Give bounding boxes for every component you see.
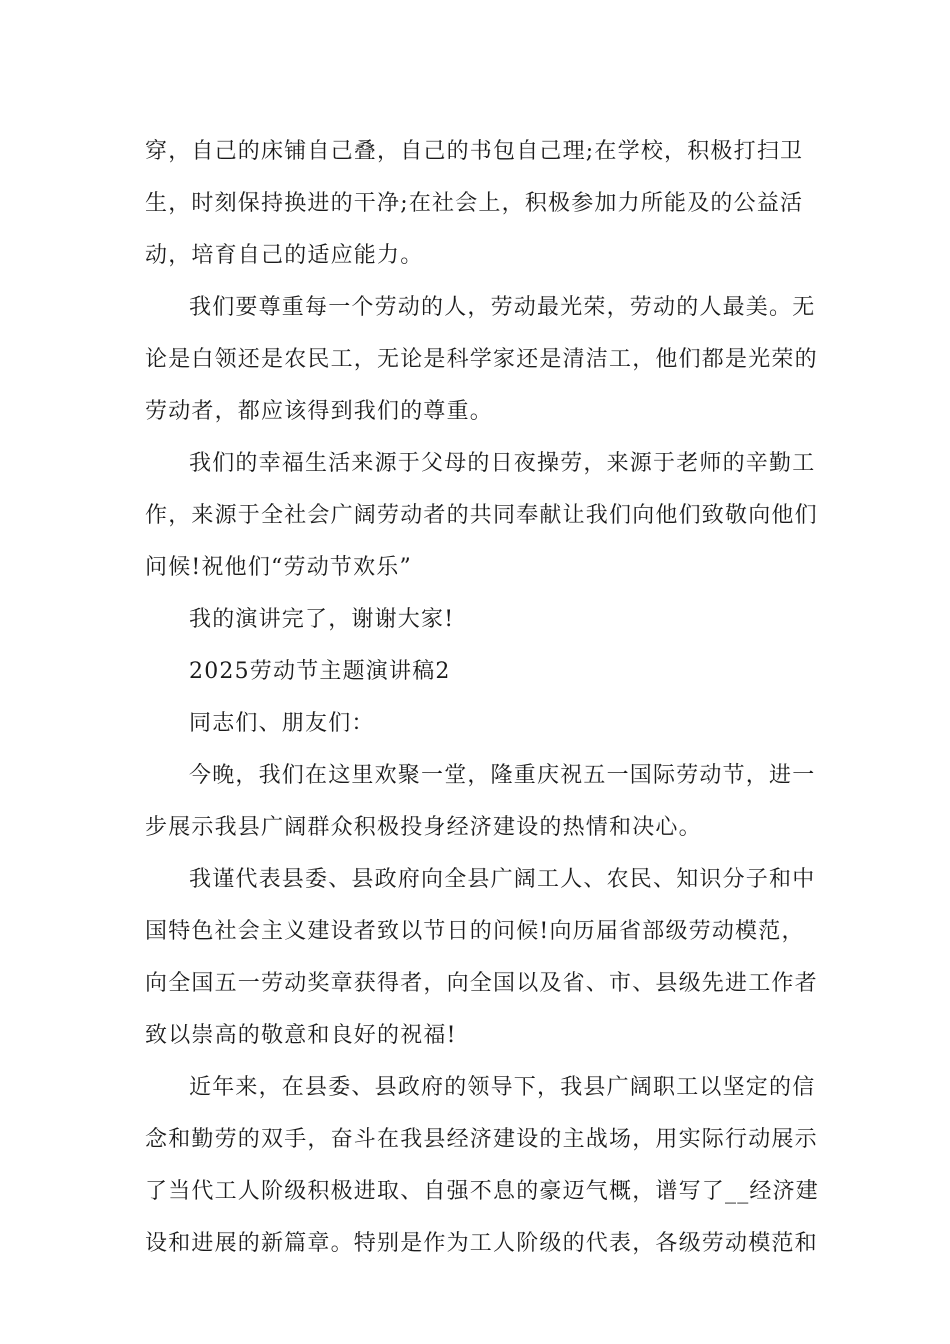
paragraph-closing: 我的演讲完了，谢谢大家! <box>189 607 455 632</box>
paragraph-continuation: 穿，自己的床铺自己叠，自己的书包自己理;在学校，积极打扫卫生，时刻保持换进的干净;在社会上，积极参加力所能及的公益活动，培育自己的适应能力。 <box>145 139 804 268</box>
paragraph-tonight: 今晚，我们在这里欢聚一堂，隆重庆祝五一国际劳动节，进一步展示我县广阔群众积极投身经济建设的热情和决心。 <box>145 763 816 840</box>
paragraph-greetings: 我谨代表县委、县政府向全县广阔工人、农民、知识分子和中国特色社会主义建设者致以节日的问候!向历届省部级劳动模范，向全国五一劳动奖章获得者，向全国以及省、市、县级先进工作者致以崇高的敬意和良好的祝福! <box>145 867 818 1048</box>
paragraph-recent-years: 近年来，在县委、县政府的领导下，我县广阔职工以坚定的信念和勤劳的双手，奋斗在我县经济建设的主战场，用实际行动展示了当代工人阶级积极进取、自强不息的豪迈气概，谱写了__经济建设和进展的新篇章。特别是作为工人阶级的代表，各级劳动模范和 <box>145 1075 820 1256</box>
salutation: 同志们、朋友们： <box>189 711 375 736</box>
section-title: 2025劳动节主题演讲稿2 <box>189 659 451 684</box>
document-body <box>145 126 825 1270</box>
paragraph-respect-workers: 我们要尊重每一个劳动的人，劳动最光荣，劳动的人最美。无论是白领还是农民工，无论是科学家还是清洁工，他们都是光荣的劳动者，都应该得到我们的尊重。 <box>145 295 818 424</box>
paragraph-happy-life: 我们的幸福生活来源于父母的日夜操劳，来源于老师的辛勤工作，来源于全社会广阔劳动者的共同奉献让我们向他们致敬向他们问候!祝他们“劳动节欢乐” <box>145 451 818 580</box>
